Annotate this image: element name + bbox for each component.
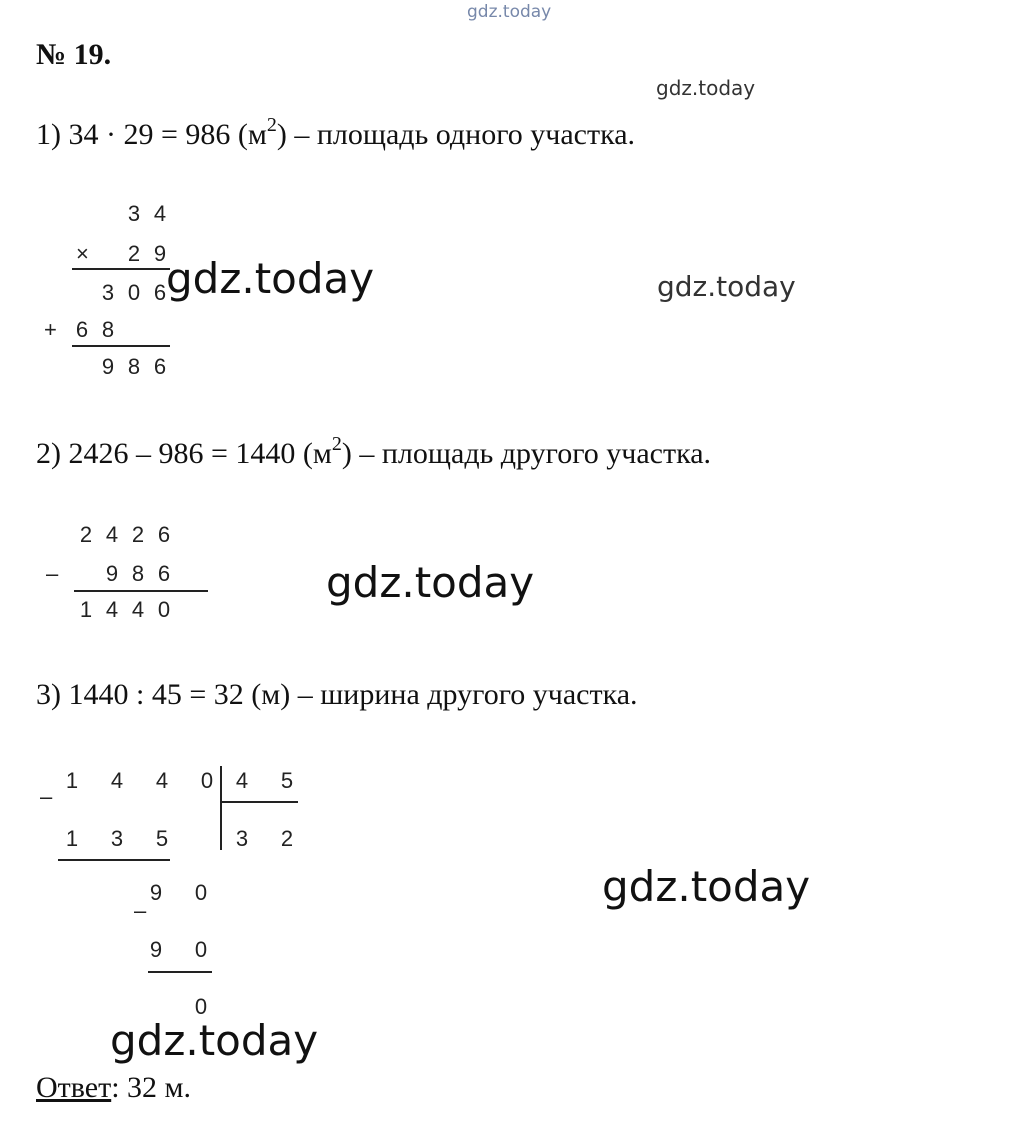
quotient-line: [220, 801, 298, 803]
dividend-digit: 0: [200, 768, 214, 793]
remainder-digit: 0: [194, 994, 208, 1019]
mult-digit: 3: [127, 201, 141, 226]
sub-line: [58, 859, 170, 861]
watermark-text: gdz.today: [657, 270, 796, 303]
subtrahend-digit: 5: [155, 826, 169, 851]
sub-line: [74, 590, 208, 592]
minus-sign: –: [134, 898, 147, 923]
sub-digit: 4: [105, 522, 119, 547]
sub-line: [148, 971, 212, 973]
mult-digit: 3: [101, 280, 115, 305]
sub-digit: 9: [105, 561, 119, 586]
divisor-digit: 4: [235, 768, 249, 793]
sub-digit: 6: [157, 561, 171, 586]
mult-digit: 4: [153, 201, 167, 226]
step-1-statement: [36, 114, 636, 152]
subtrahend-digit: 0: [194, 937, 208, 962]
step-2-statement: [36, 433, 712, 471]
sub-digit: 4: [105, 597, 119, 622]
quotient-digit: 2: [280, 826, 294, 851]
subtrahend-digit: 9: [149, 937, 163, 962]
mult-digit: 9: [101, 354, 115, 379]
mult-digit: 6: [75, 317, 89, 342]
mult-digit: 6: [153, 280, 167, 305]
step-3-statement: 3) 1440 : 45 = 32 (м) – ширина другого участка.: [36, 678, 638, 711]
watermark-text: gdz.today: [467, 2, 552, 22]
answer: [36, 1071, 191, 1105]
dividend-digit: 4: [155, 768, 169, 793]
dividend-digit: 1: [65, 768, 79, 793]
sub-digit: 8: [131, 561, 145, 586]
sub-digit: 0: [157, 597, 171, 622]
step-1-text: 1) 34 · 29 = 986 (м: [36, 118, 267, 151]
divisor-digit: 5: [280, 768, 294, 793]
mult-digit: 9: [153, 241, 167, 266]
sub-digit: 2: [79, 522, 93, 547]
mult-digit: 6: [153, 354, 167, 379]
answer-label: Ответ: [36, 1071, 112, 1104]
mult-digit: 8: [127, 354, 141, 379]
step-1-exponent: 2: [266, 114, 277, 136]
mult-digit: 8: [101, 317, 115, 342]
remainder-digit: 0: [194, 880, 208, 905]
minus-sign: –: [40, 784, 53, 809]
watermark-text: gdz.today: [602, 862, 811, 911]
watermark-text: gdz.today: [326, 558, 535, 607]
step-2-description: ) – площадь другого участка.: [341, 437, 712, 470]
sub-digit: 4: [131, 597, 145, 622]
minus-sign: –: [46, 561, 59, 586]
mult-line: [72, 268, 170, 270]
division-bar: [220, 766, 222, 850]
step-2-text: 2) 2426 – 986 = 1440 (м: [36, 437, 332, 470]
quotient-digit: 3: [235, 826, 249, 851]
sum-line: [72, 345, 170, 347]
multiply-sign: ×: [76, 241, 89, 266]
watermark-text: gdz.today: [656, 76, 756, 100]
sub-digit: 2: [131, 522, 145, 547]
plus-sign: +: [44, 317, 57, 342]
step-2-exponent: 2: [331, 433, 342, 455]
mult-digit: 2: [127, 241, 141, 266]
sub-digit: 1: [79, 597, 93, 622]
subtrahend-digit: 3: [110, 826, 124, 851]
dividend-digit: 4: [110, 768, 124, 793]
subtrahend-digit: 1: [65, 826, 79, 851]
remainder-digit: 9: [149, 880, 163, 905]
problem-title: № 19.: [36, 38, 112, 71]
answer-value: : 32 м.: [111, 1071, 192, 1104]
step-1-description: ) – площадь одного участка.: [276, 118, 636, 151]
mult-digit: 0: [127, 280, 141, 305]
watermark-text: gdz.today: [166, 254, 375, 303]
watermark-text: gdz.today: [110, 1016, 319, 1065]
sub-digit: 6: [157, 522, 171, 547]
